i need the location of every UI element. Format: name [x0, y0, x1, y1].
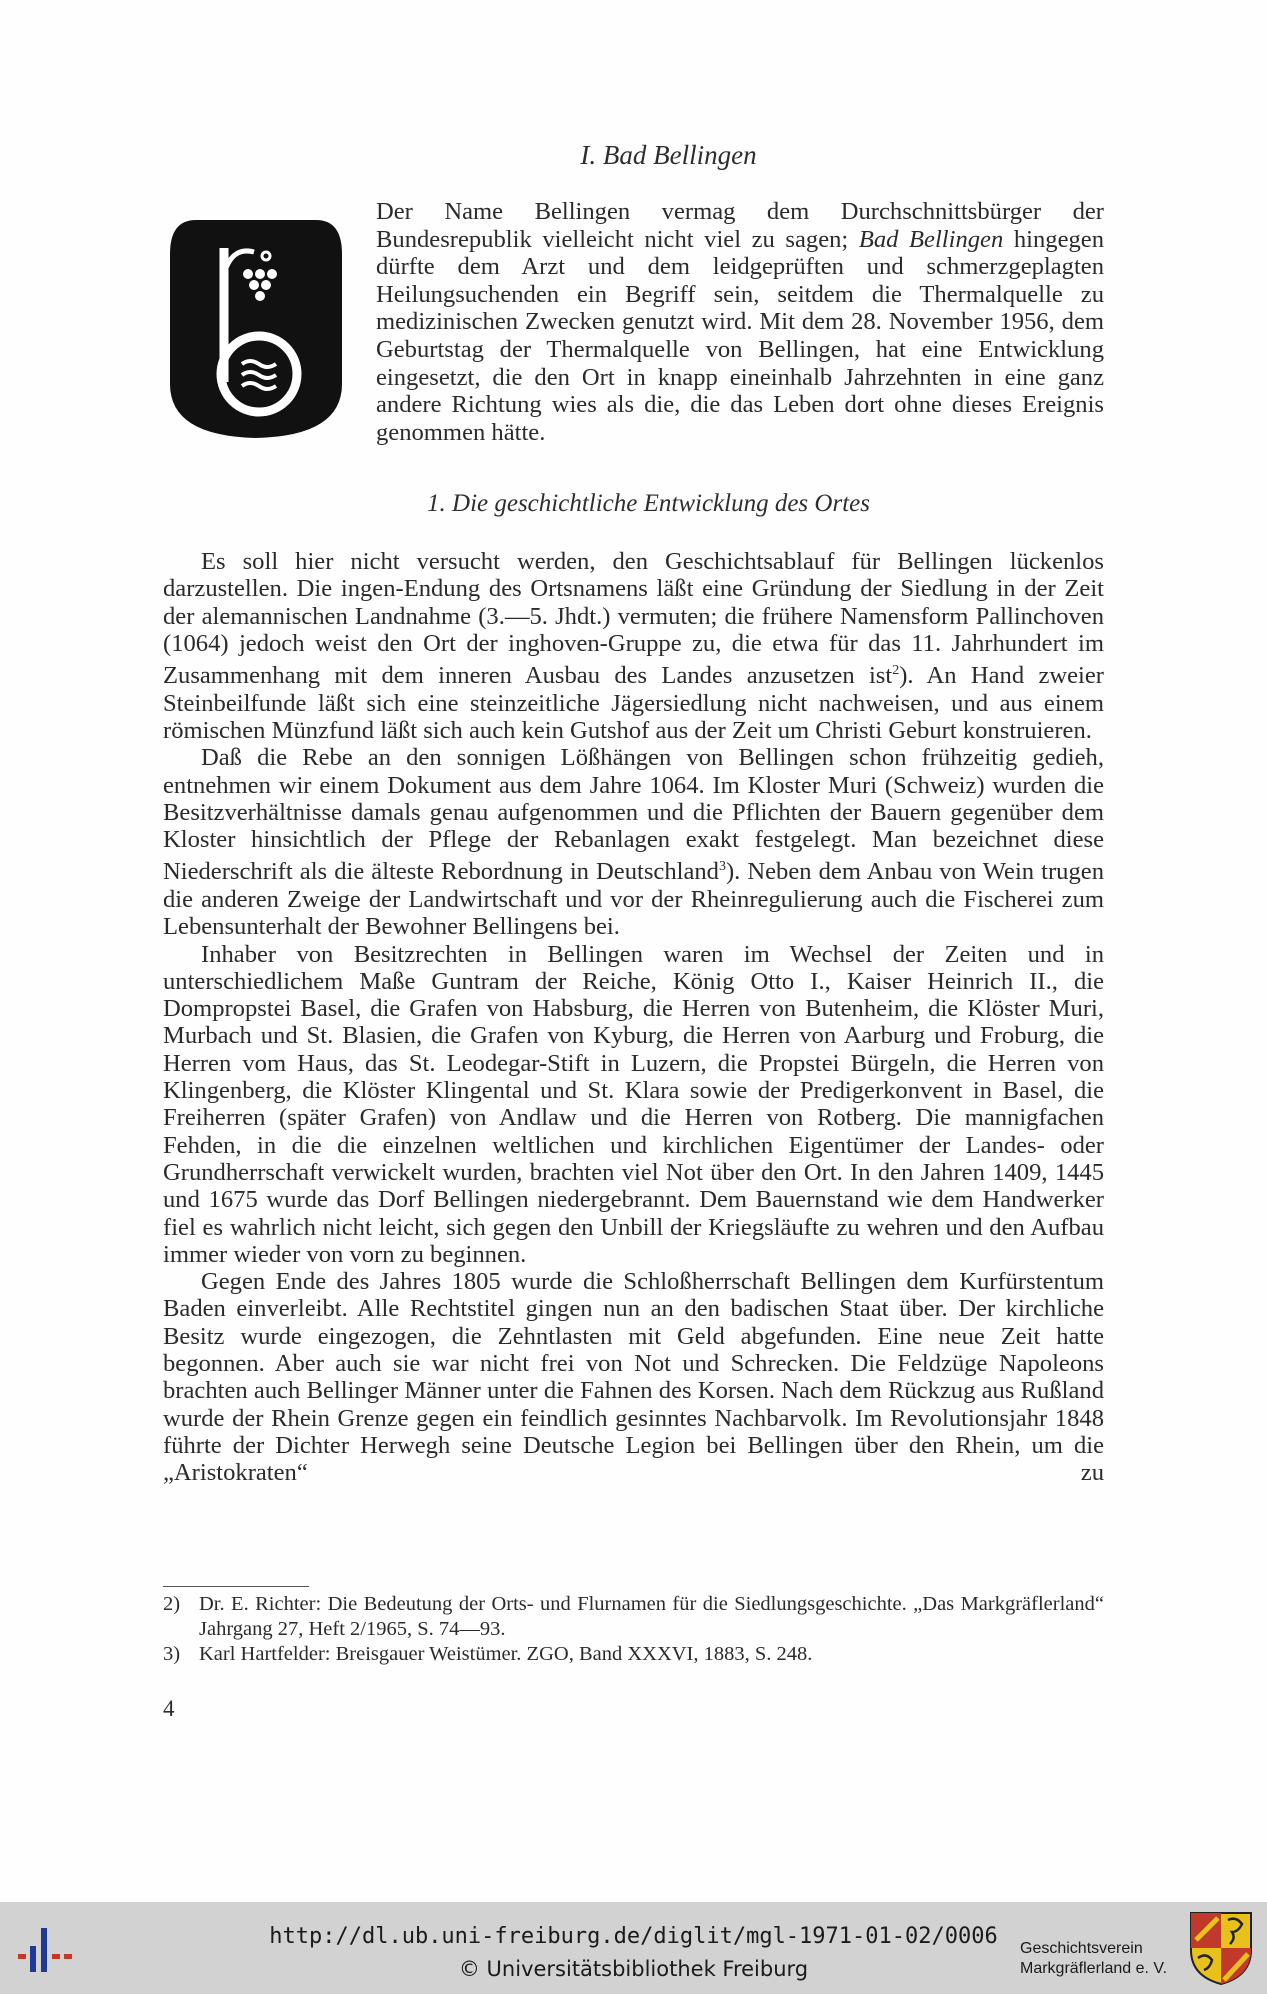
footnote-ref-3: 3: [718, 859, 726, 875]
footnote-divider: [163, 1586, 309, 1587]
paragraph-4: [163, 1268, 1104, 1486]
paragraph-1: [163, 548, 1104, 744]
chapter-title: I. Bad Bellingen: [580, 140, 757, 170]
paragraph-2-text-cont: ). Neben dem Anbau von Wein trugen die anderen Zweige der Landwirtschaft und vor der Rheinregulierung auch die Fischerei zum Lebensunterhalt der Bewohner Bellingens bei.: [163, 858, 1104, 941]
footer-copyright: © Universitätsbibliothek Freiburg: [458, 1957, 809, 1981]
org-name-line1: Geschichtsverein: [1020, 1940, 1143, 1957]
footer-url-link[interactable]: http://dl.ub.uni-freiburg.de/diglit/mgl-1971-01-02/0006: [269, 1924, 998, 1949]
intro-text-end: hingegen dürfte dem Arzt und dem leidgeprüften und schmerzgeplagten Heilungsuchenden ein Begriff sein, seitdem die Thermalquelle zu medizinischen Zwecken genutzt wird. Mit dem 28. November 1956, dem Geburtstag der Thermalquelle von Bellingen, hat eine Entwicklung eingesetzt, die den Ort in knapp eineinhalb Jahrzehnten in eine ganz andere Richtung wies als die, die das Leben dort ohne dieses Ereignis genommen hätte.: [376, 225, 1104, 446]
page-number: 4: [163, 1696, 175, 1721]
paragraph-3-text: Inhaber von Besitzrechten in Bellingen waren im Wechsel der Zeiten und in unterschiedlichem Maße Guntram der Reiche, König Otto I., Kaiser Heinrich II., die Dompropstei Basel, die Grafen von Habsburg, die Herren von Butenheim, die Klöster Muri, Murbach und St. Blasien, die Grafen von Kyburg, die Herren von Aarburg und Froburg, die Herren vom Haus, das St. Leodegar-Stift in Luzern, die Propstei Bürgeln, die Herren von Klingenberg, die Klöster Klingental und St. Klara sowie der Predigerkonvent in Basel, die Freiherren (später Grafen) von Andlaw und die Herren von Rotberg. Die mannigfachen Fehden, in die die einzelnen weltlichen und kirchlichen Eigentümer der Landes- oder Grundherrschaft verwickelt wurden, brachten viel Not über den Ort. In den Jahren 1409, 1445 und 1675 wurde das Dorf Bellingen niedergebrannt. Dem Bauernstand wie dem Handwerker fiel es wahrlich nicht leicht, sich gegen den Unbill der Kriegsläufte zu wehren und den Aufbau immer wieder von vorn zu beginnen.: [163, 940, 1104, 1268]
footnote-text: Karl Hartfelder: Breisgauer Weistümer. ZGO, Band XXXVI, 1883, S. 248.: [199, 1643, 813, 1665]
paragraph-4-text: Gegen Ende des Jahres 1805 wurde die Schloßherrschaft Bellingen dem Kurfürstentum Baden einverleibt. Alle Rechtstitel gingen nun an den badischen Staat über. Der kirchliche Besitz wurde eingezogen, die Zehntlasten mit Geld abgefunden. Eine neue Zeit hatte begonnen. Aber auch sie war nicht frei von Not und Schrecken. Die Feldzüge Napoleons brachten auch Bellinger Männer unter die Fahnen des Korsen. Nach dem Rückzug aus Rußland wurde der Rhein Grenze gegen ein feindlich gesinntes Nachbarvolk. Im Revolutionsjahr 1848 führte der Dichter Herwegh seine Deutsche Legion bei Bellingen über den Rhein, um die „Aristokraten“ zu: [163, 1268, 1104, 1487]
paragraph-1-text-cont: ). An Hand zweier Steinbeilfunde läßt sich eine steinzeitliche Jägersiedlung nicht nachweisen, und aus einem römischen Münzfund läßt sich auch kein Gutshof aus der Zeit um Christi Geburt konstruieren.: [163, 662, 1104, 744]
org-name-line2: Markgräflerland e. V.: [1020, 1960, 1168, 1977]
coat-of-arms-icon: [1188, 1910, 1254, 1986]
bad-bellingen-logo-icon: [166, 214, 346, 442]
paragraph-1-text: Es soll hier nicht versucht werden, den Geschichtsablauf für Bellingen lückenlos darzustellen. Die ingen-Endung des Ortsnamens läßt eine Gründung der Siedlung in der Zeit der alemannischen Landnahme (3.—5. Jhdt.) vermuten; die frühere Namensform Pallinchoven (1064) jedoch weist den Ort der inghoven-Gruppe zu, die etwa für das 11. Jahrhundert im Zusammenhang mit dem inneren Ausbau des Landes anzusetzen ist: [163, 548, 1104, 690]
intro-italic-name: Bad Bellingen: [858, 225, 1004, 253]
paragraph-2: [163, 744, 1104, 940]
intro-paragraph: [376, 198, 1104, 446]
footer-bar: [0, 1902, 1267, 1994]
paragraph-3: [163, 941, 1104, 1269]
footnote-number: 3): [163, 1643, 181, 1665]
footnote-2: [163, 1592, 1104, 1642]
footnote-text: Dr. E. Richter: Die Bedeutung der Orts- und Flurnamen für die Siedlungsgeschichte. „Das Markgräflerland“ Jahrgang 27, Heft 2/1965, S. 74—93.: [199, 1593, 1104, 1640]
footnotes: [163, 1592, 1104, 1667]
footnote-3: [163, 1642, 1104, 1667]
intro-text-start: Der Name Bellingen vermag dem Durchschnittsbürger der Bundesrepublik vielleicht nicht viel zu sagen;: [376, 198, 1104, 253]
body-text: [163, 548, 1104, 1486]
section-title: 1. Die geschichtliche Entwicklung des Ortes: [427, 490, 870, 517]
paragraph-2-text: Daß die Rebe an den sonnigen Lößhängen von Bellingen schon frühzeitig gedieh, entnehmen wir einem Dokument aus dem Jahre 1064. Im Kloster Muri (Schweiz) wurden die Besitzverhältnisse damals genau aufgenommen und die Pflichten der Bauern gegenüber dem Kloster hinsichtlich der Pflege der Rebanlagen exakt festgelegt. Man bezeichnet diese Niederschrift als die älteste Rebordnung in Deutschland: [163, 744, 1104, 886]
footer-organization: [1020, 1939, 1190, 1979]
footnote-number: 2): [163, 1593, 181, 1615]
footnote-ref-2: 2: [892, 663, 900, 679]
